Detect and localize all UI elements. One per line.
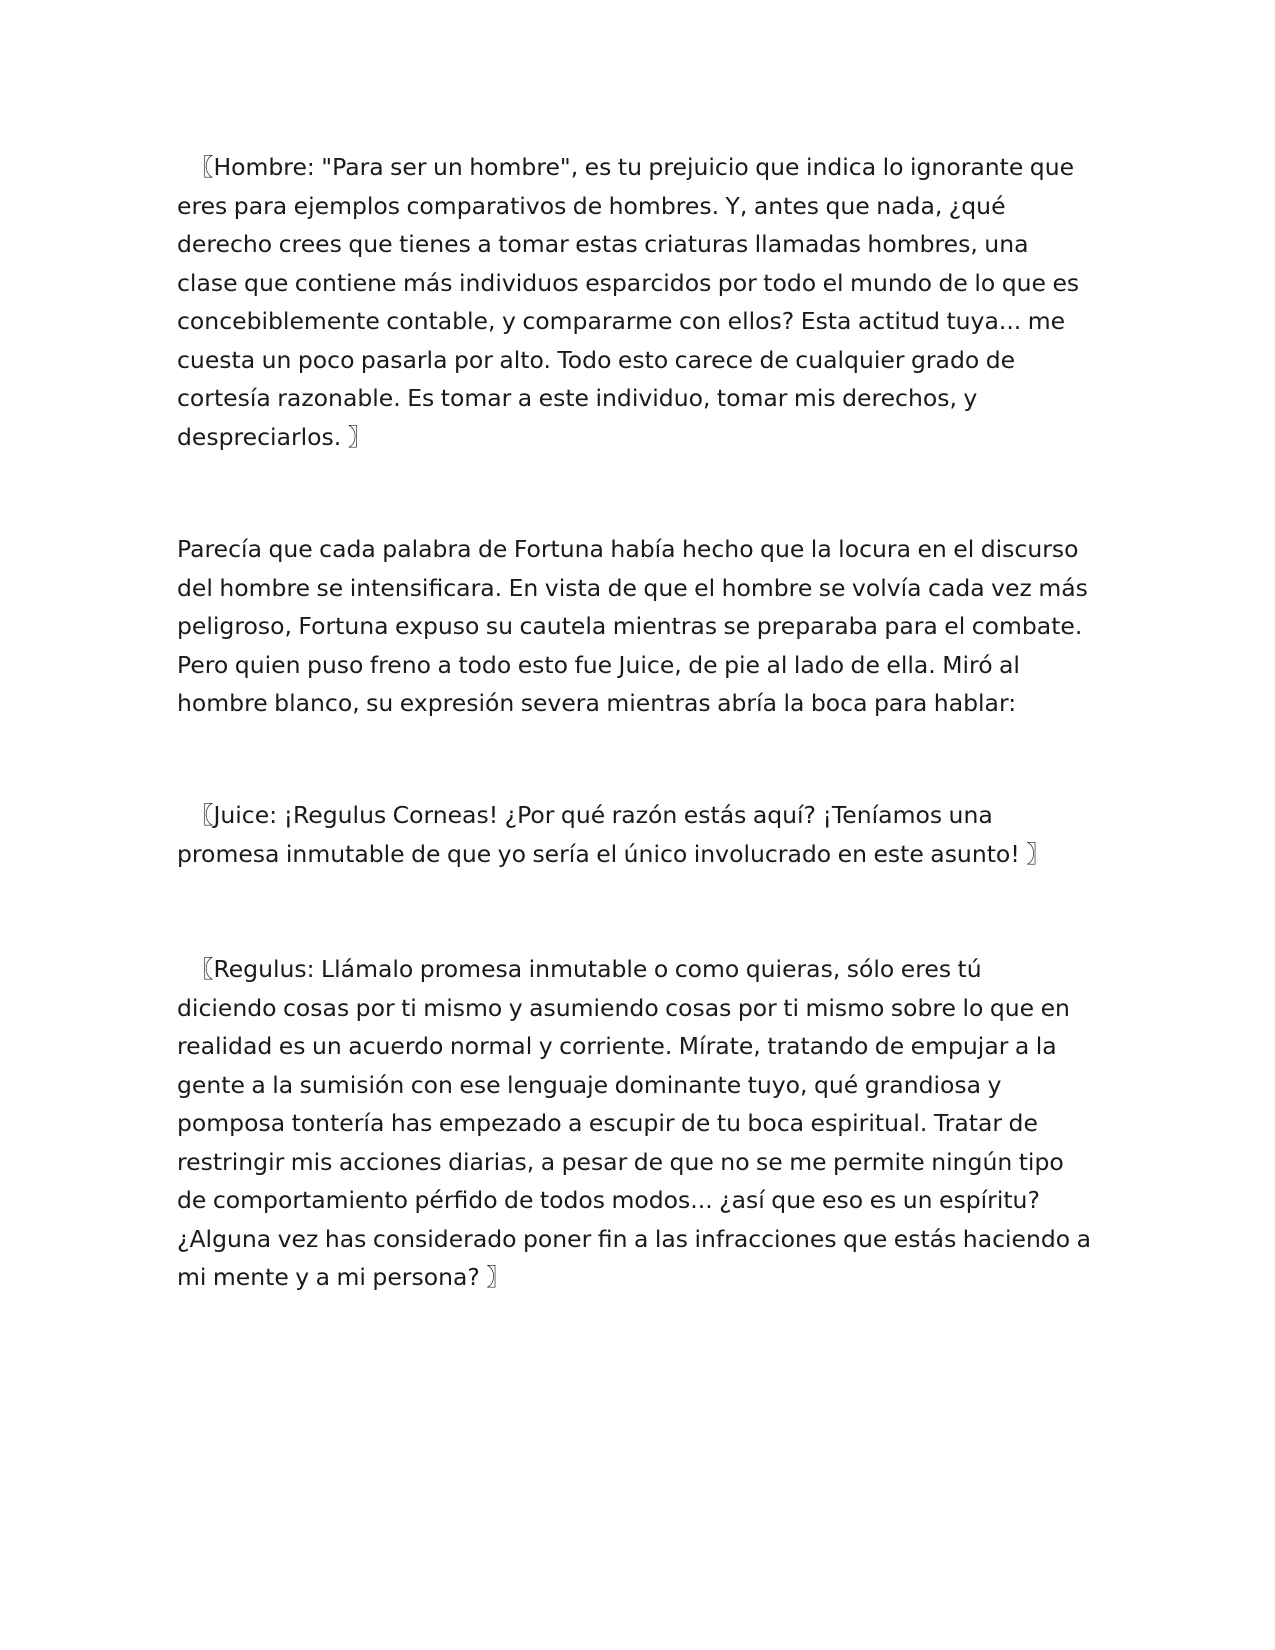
paragraph-juice-dialogue: 〖Juice: ¡Regulus Corneas! ¿Por qué razón estás aquí? ¡Teníamos una promesa inmutable de que yo sería el único involucrado en este asunto! 〗 <box>177 801 1050 868</box>
paragraph-hombre-dialogue: 〖Hombre: "Para ser un hombre", es tu prejuicio que indica lo ignorante que eres para ejemplos comparativos de hombres. Y, antes que nada, ¿qué derecho crees que tienes a tomar estas criaturas llamadas hombres, una clase que contiene más individuos esparcidos por todo el mundo de lo que es concebiblemente contable, y compararme con ellos? Esta actitud tuya... me cuesta un poco pasarla por alto. Todo esto carece de cualquier grado de cortesía razonable. Es tomar a este individuo, tomar mis derechos, y despreciarlos. 〗 <box>177 153 1080 451</box>
paragraph-narration: Parecía que cada palabra de Fortuna había hecho que la locura en el discurso del hombre se intensificara. En vista de que el hombre se volvía cada vez más peligroso, Fortuna expuso su cautela mientras se preparaba para el combate. Pero quien puso freno a todo esto fue Juice, de pie al lado de ella. Miró al hombre blanco, su expresión severa mientras abría la boca para hablar: <box>177 535 1088 717</box>
paragraph-regulus-dialogue: 〖Regulus: Llámalo promesa inmutable o como quieras, sólo eres tú diciendo cosas por ti mismo y asumiendo cosas por ti mismo sobre lo que en realidad es un acuerdo normal y corriente. Mírate, tratando de empujar a la gente a la sumisión con ese lenguaje dominante tuyo, qué grandiosa y pomposa tontería has empezado a escupir de tu boca espiritual. Tratar de restringir mis acciones diarias, a pesar de que no se me permite ningún tipo de comportamiento pérfido de todos modos... ¿así que eso es un espíritu? ¿Alguna vez has considerado poner fin a las infracciones que estás haciendo a mi mente y a mi persona? 〗 <box>177 955 1092 1291</box>
